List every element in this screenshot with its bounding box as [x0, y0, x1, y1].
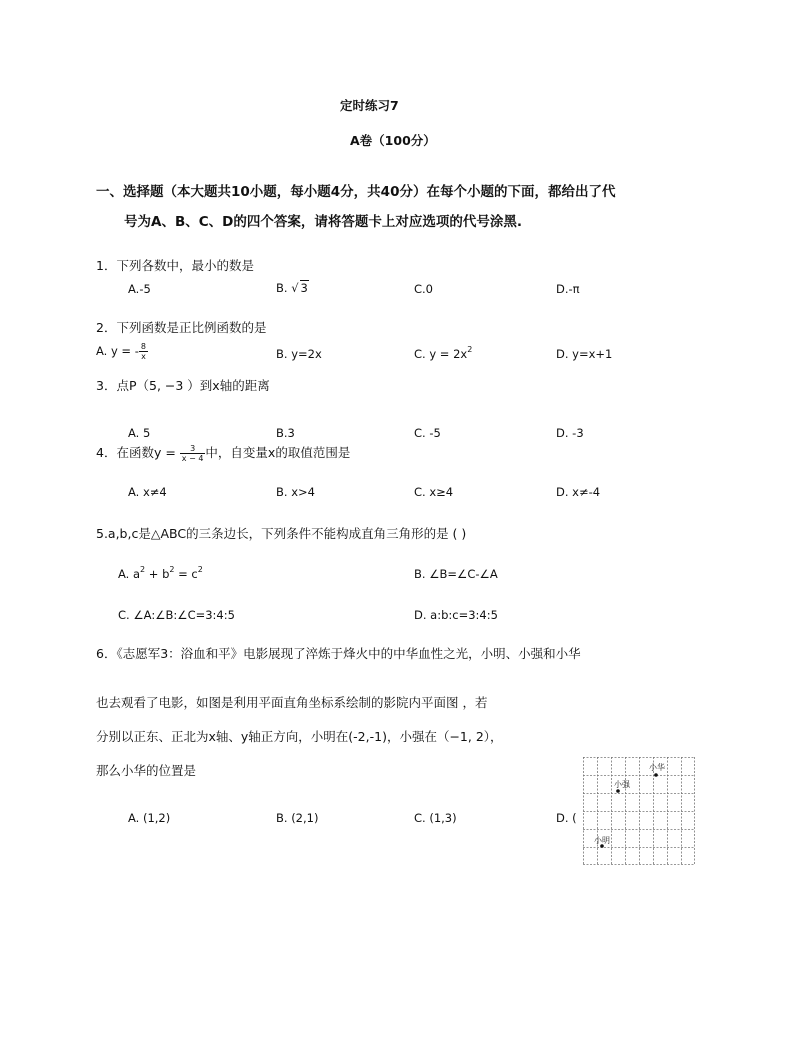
q5-option-d: D. a:b:c=3:4:5 [414, 608, 498, 622]
xiaohua-label: 小华 [649, 763, 665, 772]
q3-option-d: D. -3 [556, 426, 584, 440]
xiaohua-point [654, 773, 658, 777]
page-subtitle: A卷（100分） [350, 133, 436, 148]
q4-option-c: C. x≥4 [414, 485, 454, 499]
fraction: $\frac{8}{x}$ [140, 342, 146, 361]
question-2-stem: 2．下列函数是正比例函数的是 [96, 320, 267, 335]
fraction: $\frac{3}{x - 4}$ [181, 444, 204, 463]
question-1-stem: 1．下列各数中，最小的数是 [96, 258, 254, 273]
q6-option-b: B. (2,1) [276, 811, 319, 825]
q1-option-d: D.-π [556, 282, 580, 296]
section-heading-line2: 号为A、B、C、D的四个答案，请将答题卡上对应选项的代号涂黑. [124, 214, 522, 230]
sqrt-symbol: √ 3 [291, 281, 308, 295]
page-title: 定时练习7 [340, 98, 399, 113]
xiaoqiang-point [616, 789, 620, 793]
question-3-stem: 3．点P（5, −3 ）到x轴的距离 [96, 378, 270, 393]
q1-option-b: B. √ 3 [276, 281, 308, 295]
q5-option-b: B. ∠B=∠C-∠A [414, 567, 498, 581]
q5-option-a: A. $a^2 + b^2 = c^2$ [118, 565, 203, 581]
cinema-grid-figure [583, 757, 695, 865]
q2-option-d: D. y=x+1 [556, 347, 613, 361]
q6-option-c: C. (1,3) [414, 811, 457, 825]
q2-option-a: A. y = - $\frac{8}{x}$ [96, 342, 146, 361]
figure-background [583, 757, 695, 865]
question-6-line1: 6．《志愿军3：浴血和平》电影展现了淬炼于烽火中的中华血性之光，小明、小强和小华 [96, 646, 581, 661]
q1-option-a: A.-5 [128, 282, 151, 296]
question-6-line4: 那么小华的位置是 [96, 763, 197, 778]
xiaoming-label: 小明 [594, 836, 610, 845]
q3-option-a: A. 5 [128, 426, 151, 440]
q2-option-c: C. $y = 2x^2$ [414, 345, 473, 361]
question-6-line3: 分别以正东、正北为x轴、y轴正方向，小明在(-2,-1)，小强在（−1, 2）， [96, 729, 503, 744]
question-4-stem: 4．在函数y = $\frac{3}{x - 4}$ 中，自变量x的取值范围是 [96, 444, 351, 463]
q6-option-a: A. (1,2) [128, 811, 171, 825]
q5-option-c: C. ∠A:∠B:∠C=3:4:5 [118, 608, 235, 622]
q2-option-b: B. y=2x [276, 347, 322, 361]
q4-option-b: B. x>4 [276, 485, 315, 499]
q6-option-d: D. ( [556, 811, 577, 825]
q1-option-c: C.0 [414, 282, 434, 296]
q4-option-d: D. x≠-4 [556, 485, 601, 499]
question-6-line2: 也去观看了电影，如图是利用平面直角坐标系绘制的影院内平面图 ，若 [96, 695, 488, 710]
question-5-stem: 5.a,b,c是△ABC的三条边长，下列条件不能构成直角三角形的是 ( ) [96, 526, 467, 541]
xiaoqiang-label: 小强 [614, 780, 630, 789]
q4-option-a: A. x≠4 [128, 485, 167, 499]
section-heading-line1: 一、选择题（本大题共10小题，每小题4分，共40分）在每个小题的下面，都给出了代 [96, 184, 616, 200]
q3-option-b: B.3 [276, 426, 295, 440]
q3-option-c: C. -5 [414, 426, 441, 440]
